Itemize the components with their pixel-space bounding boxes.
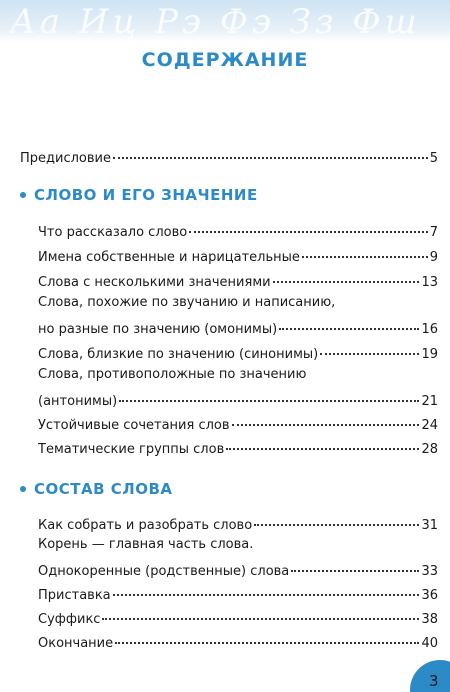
toc-entry[interactable] [38, 245, 438, 266]
toc-entry-page: 7 [429, 225, 438, 240]
toc-entry-label: Что рассказало слово [38, 225, 188, 240]
section-heading-1 [20, 186, 258, 204]
toc-entry[interactable] [38, 607, 438, 628]
toc-entry[interactable] [38, 437, 438, 458]
toc-entry-preface[interactable] [20, 146, 438, 167]
toc-entry[interactable] [38, 583, 438, 604]
toc-entry-label: Слова, близкие по значению (синонимы) [38, 347, 319, 362]
toc-entry-line1: Слова, противоположные по значению [38, 367, 307, 382]
leader-dots [119, 386, 419, 402]
header-decorative-letters: Аа Иц Рэ Фэ Зз Фш [10, 2, 421, 42]
toc-entry-label: (антонимы) [38, 394, 118, 409]
toc-entry-label: Приставка [38, 588, 111, 603]
toc-entry-line1: Корень — главная часть слова. [38, 537, 254, 552]
toc-entry-label: Тематические группы слов [38, 442, 225, 457]
toc-entry-label: Суффикс [38, 612, 101, 627]
toc-entry-page: 36 [421, 588, 438, 603]
toc-entry-label: Предисловие [20, 151, 111, 166]
toc-entry[interactable] [38, 317, 438, 338]
leader-dots [113, 580, 420, 596]
leader-dots [102, 604, 419, 620]
leader-dots [189, 217, 428, 233]
toc-entry[interactable] [38, 389, 438, 410]
toc-entry-label: Однокоренные (родственные) слова [38, 564, 290, 579]
leader-dots [232, 410, 420, 426]
toc-entry-label: Имена собственные и нарицательные [38, 250, 300, 265]
header-band [0, 0, 450, 42]
toc-entry-label: Как собрать и разобрать слово [38, 518, 253, 533]
toc-entry-label: Окончание [38, 636, 114, 651]
leader-dots [273, 267, 420, 283]
toc-entry-page: 28 [421, 442, 438, 457]
bullet-icon [20, 192, 26, 198]
section-heading-2 [20, 480, 173, 498]
toc-entry-page: 16 [421, 322, 438, 337]
toc-entry-page: 24 [421, 418, 438, 433]
toc-entry-page: 31 [421, 518, 438, 533]
page-number: 3 [429, 672, 439, 690]
toc-entry[interactable] [38, 270, 438, 291]
toc-entry[interactable] [38, 413, 438, 434]
toc-entry-page: 38 [421, 612, 438, 627]
toc-entry[interactable] [38, 220, 438, 241]
section-heading-label: СОСТАВ СЛОВА [34, 480, 173, 498]
leader-dots [113, 143, 428, 159]
bullet-icon [20, 486, 26, 492]
leader-dots [115, 628, 419, 644]
toc-entry-page: 9 [429, 250, 438, 265]
toc-entry[interactable] [38, 513, 438, 534]
page-title: СОДЕРЖАНИЕ [141, 49, 309, 71]
leader-dots [254, 510, 419, 526]
toc-entry-page: 19 [421, 347, 438, 362]
leader-dots [320, 339, 419, 355]
toc-entry-page: 40 [421, 636, 438, 651]
leader-dots [279, 314, 419, 330]
leader-dots [302, 242, 428, 258]
toc-entry[interactable] [38, 631, 438, 652]
toc-entry-page: 13 [421, 275, 438, 290]
toc-entry-label: Слова с несколькими значениями [38, 275, 271, 290]
toc-entry-line1: Слова, похожие по звучанию и написанию, [38, 295, 336, 310]
toc-entry-page: 21 [421, 394, 438, 409]
toc-entry-page: 5 [429, 151, 438, 166]
toc-entry-label: но разные по значению (омонимы) [38, 322, 278, 337]
leader-dots [226, 434, 419, 450]
toc-entry[interactable] [38, 342, 438, 363]
toc-entry-label: Устойчивые сочетания слов [38, 418, 230, 433]
toc-entry[interactable] [38, 559, 438, 580]
toc-entry-page: 33 [421, 564, 438, 579]
section-heading-label: СЛОВО И ЕГО ЗНАЧЕНИЕ [34, 186, 258, 204]
leader-dots [291, 556, 419, 572]
